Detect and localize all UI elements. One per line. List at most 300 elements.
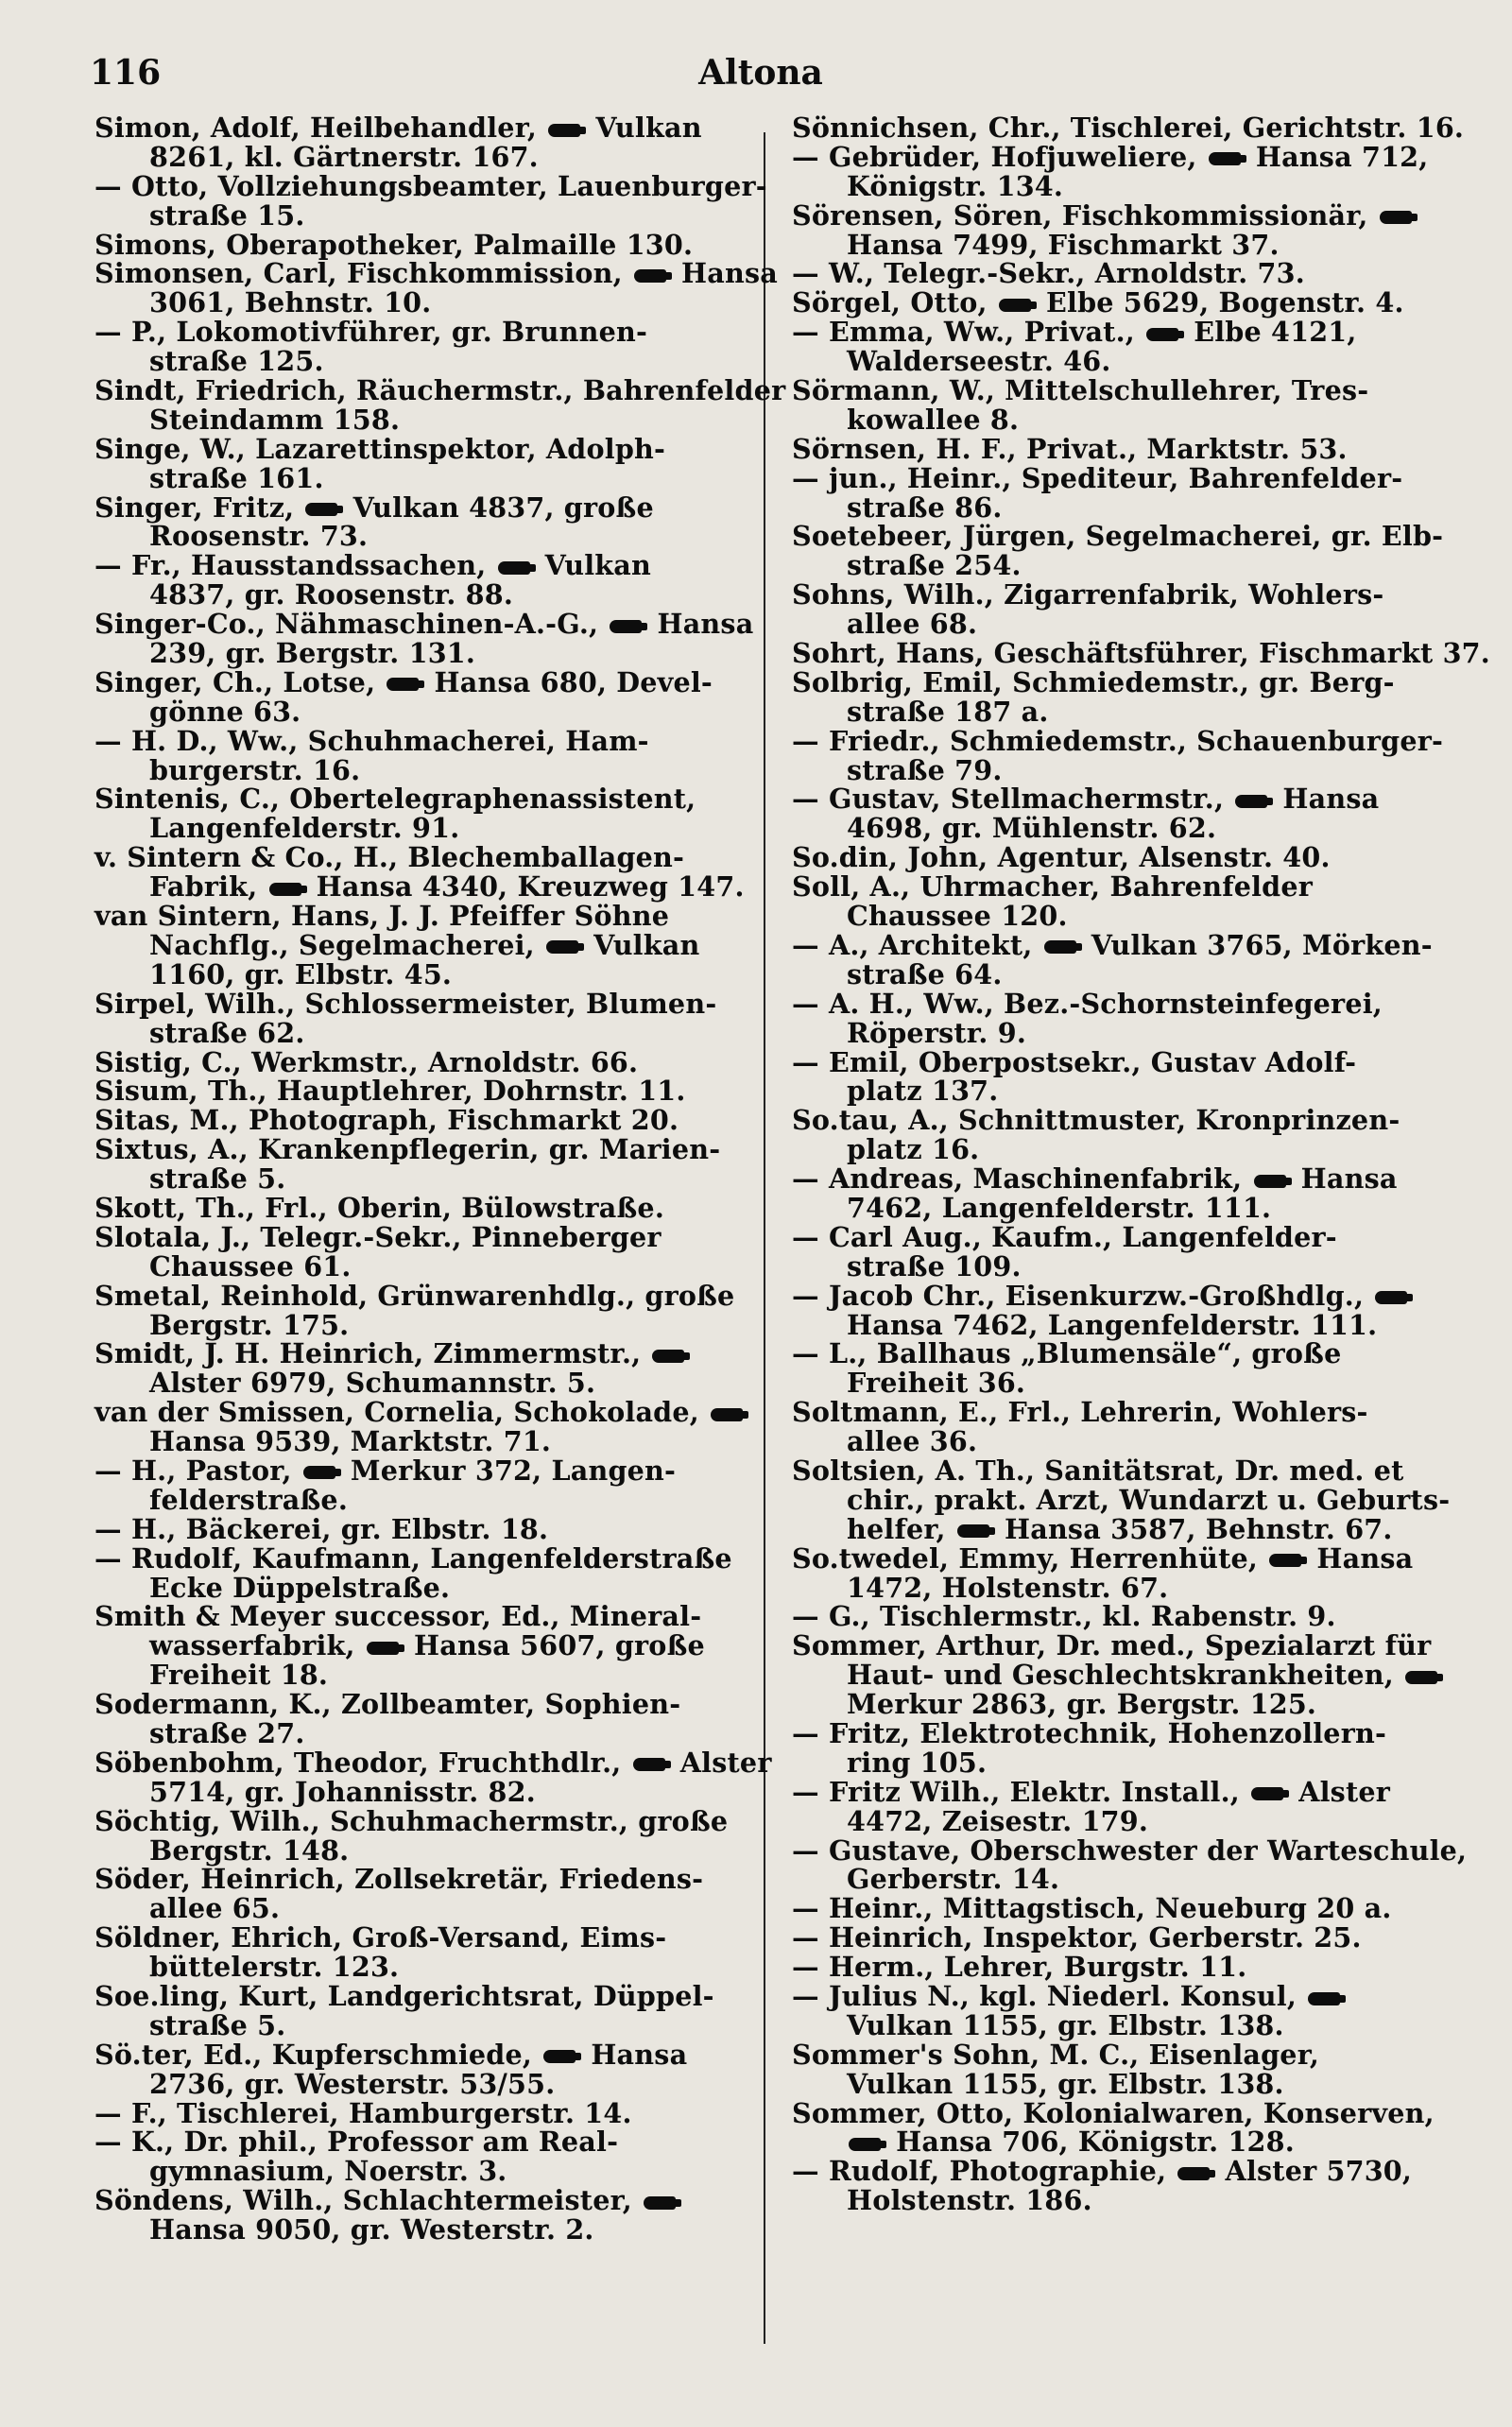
entry-text: Sistig, C., Werkmstr., Arnoldstr. 66. — [94, 1045, 639, 1078]
directory-entry-line — [792, 697, 1449, 727]
directory-entry-line — [94, 347, 747, 376]
entry-text: Sommer, Arthur, Dr. med., Spezialarzt für — [792, 1629, 1432, 1662]
entry-text: — Rudolf, Kaufmann, Langenfelderstraße — [94, 1541, 732, 1575]
entry-text: van der Smissen, Cornelia, Schokolade, — [94, 1396, 710, 1429]
directory-entry-line — [792, 957, 1449, 990]
entry-text: — Gustave, Oberschwester der Warteschule, — [792, 1833, 1468, 1867]
entry-text: allee 36. — [847, 1425, 978, 1458]
entry-text: wasserfabrik, — [149, 1629, 365, 1662]
entry-text: straße 86. — [847, 491, 1003, 524]
directory-entry-line — [94, 140, 747, 173]
directory-entry-line — [792, 347, 1449, 376]
entry-text: Soltmann, E., Frl., Lehrerin, Wohlers- — [792, 1396, 1368, 1429]
directory-entry-line — [792, 1279, 1449, 1312]
directory-entry-line — [94, 1427, 747, 1456]
entry-text: Bergstr. 175. — [149, 1308, 350, 1341]
telephone-icon — [644, 2196, 676, 2210]
directory-entry-line — [94, 2067, 747, 2100]
entry-text: 5714, gr. Johannisstr. 82. — [149, 1775, 536, 1808]
directory-entry-line — [792, 1427, 1449, 1456]
entry-text: straße 5. — [149, 2008, 286, 2041]
entry-text: straße 64. — [847, 957, 1003, 990]
entry-text: Hansa — [647, 608, 754, 641]
entry-text: Hansa 9539, Marktstr. 71. — [149, 1425, 552, 1458]
directory-entry-line — [94, 2215, 747, 2245]
entry-text: Hansa 7499, Fischmarkt 37. — [847, 228, 1280, 261]
directory-entry-line — [792, 1804, 1449, 1837]
directory-entry-line — [792, 1541, 1449, 1575]
entry-text: Sohrt, Hans, Geschäftsführer, Fischmarkt 37. — [792, 637, 1490, 670]
telephone-icon — [1146, 328, 1178, 341]
directory-entry-line — [792, 1339, 1449, 1368]
directory-entry-line — [94, 2157, 747, 2186]
entry-text: Merkur 2863, gr. Bergstr. 125. — [847, 1688, 1317, 1721]
directory-entry-line — [792, 2096, 1449, 2129]
entry-text: chir., prakt. Arzt, Wundarzt u. Geburts- — [847, 1483, 1451, 1516]
entry-text: Sohns, Wilh., Zigarrenfabrik, Wohlers- — [792, 578, 1384, 611]
directory-entry-line — [792, 902, 1449, 931]
telephone-icon — [269, 883, 301, 896]
directory-entry-line — [94, 2127, 747, 2157]
directory-entry-line — [792, 1016, 1449, 1049]
entry-text: Alster — [1289, 1775, 1391, 1808]
entry-text: Hansa 9050, gr. Westerstr. 2. — [149, 2213, 594, 2246]
entry-text: — H. D., Ww., Schuhmacherei, Ham- — [94, 724, 649, 757]
entry-text: Hansa — [671, 257, 779, 290]
directory-entry-line — [94, 1804, 747, 1837]
entry-text: Singe, W., Lazarettinspektor, Adolph- — [94, 432, 666, 465]
entry-text: Roosenstr. 73. — [149, 520, 369, 553]
directory-entry-line — [792, 2067, 1449, 2100]
telephone-icon — [367, 1642, 399, 1655]
directory-entry-line — [792, 1982, 1449, 2011]
directory-entry-line — [94, 228, 747, 261]
entry-text: 4837, gr. Roosenstr. 88. — [149, 578, 514, 611]
telephone-icon — [498, 561, 530, 575]
entry-text: — Fritz, Elektrotechnik, Hohenzollern- — [792, 1716, 1387, 1749]
entry-text: — Fr., Hausstandssachen, — [94, 549, 496, 582]
entry-text: — K., Dr. phil., Professor am Real- — [94, 2126, 619, 2159]
entry-text: Röperstr. 9. — [847, 1016, 1026, 1049]
entry-text: Sörgel, Otto, — [792, 286, 997, 319]
telephone-icon — [633, 1758, 665, 1771]
entry-text: Söndens, Wilh., Schlachtermeister, — [94, 2184, 643, 2217]
directory-entry-line — [94, 1746, 772, 1779]
directory-entry-line — [94, 1541, 747, 1575]
telephone-icon — [1251, 1787, 1283, 1800]
directory-entry-line — [792, 1661, 1449, 1690]
directory-entry-line — [792, 1106, 1449, 1135]
entry-text: 4698, gr. Mühlenstr. 62. — [847, 812, 1217, 845]
directory-entry-line — [792, 1076, 1449, 1106]
directory-entry-line — [94, 784, 747, 814]
entry-text: Walderseestr. 46. — [847, 345, 1111, 378]
directory-entry-line — [94, 928, 747, 961]
directory-entry-line — [94, 493, 747, 523]
directory-entry-line — [94, 753, 747, 786]
directory-entry-line — [94, 1571, 747, 1604]
entry-text: Merkur 372, Langen- — [340, 1454, 677, 1487]
entry-text: 1160, gr. Elbstr. 45. — [149, 957, 453, 990]
directory-entry-line — [94, 843, 747, 872]
entry-text: — A., Architekt, — [792, 928, 1042, 961]
entry-text: allee 68. — [847, 608, 978, 641]
directory-entry-line — [94, 522, 747, 551]
directory-entry-line — [792, 784, 1449, 814]
entry-text: So.twedel, Emmy, Herrenhüte, — [792, 1541, 1268, 1575]
entry-text: helfer, — [847, 1512, 955, 1545]
directory-entry-line — [792, 2127, 1449, 2157]
entry-text: Simon, Adolf, Heilbehandler, — [94, 112, 547, 144]
entry-text: Skott, Th., Frl., Oberin, Bülowstraße. — [94, 1191, 664, 1224]
entry-text: Hansa — [1307, 1541, 1414, 1575]
entry-text: Hansa 706, Königstr. 128. — [886, 2126, 1295, 2159]
directory-entry-line — [792, 610, 1449, 639]
directory-entry-line — [94, 814, 747, 843]
entry-text: Söchtig, Wilh., Schuhmachermstr., große — [94, 1804, 729, 1837]
entry-text: Freiheit 36. — [847, 1367, 1026, 1400]
directory-entry-line — [792, 1775, 1449, 1808]
entry-text: — jun., Heinr., Spediteur, Bahrenfelder- — [792, 461, 1403, 494]
entry-text: Sirpel, Wilh., Schlossermeister, Blumen- — [94, 987, 717, 1020]
directory-entry-line — [94, 288, 747, 318]
directory-entry-line — [792, 1571, 1449, 1604]
entry-text: straße 254. — [847, 549, 1022, 582]
directory-entry-line — [792, 1690, 1449, 1719]
entry-text: Hansa — [581, 2038, 688, 2071]
telephone-icon — [548, 124, 580, 137]
telephone-icon — [303, 1466, 335, 1479]
entry-text: Elbe 4121, — [1184, 316, 1357, 349]
entry-text: Singer-Co., Nähmaschinen-A.-G., — [94, 608, 609, 641]
directory-entry-line — [792, 1865, 1449, 1894]
directory-entry-line — [792, 376, 1449, 405]
directory-entry-line — [94, 608, 754, 641]
entry-text: — G., Tischlermstr., kl. Rabenstr. 9. — [792, 1600, 1336, 1633]
directory-entry-line — [792, 2186, 1449, 2215]
entry-text: — Jacob Chr., Eisenkurzw.-Großhdlg., — [792, 1279, 1374, 1312]
directory-entry-line — [94, 1661, 747, 1690]
directory-entry-line — [94, 1016, 747, 1049]
entry-text: Simonsen, Carl, Fischkommission, — [94, 257, 632, 290]
entry-text: — Gustav, Stellmachermstr., — [792, 783, 1234, 816]
telephone-icon — [1308, 1992, 1340, 2005]
entry-text: — Herm., Lehrer, Burgstr. 11. — [792, 1951, 1247, 1984]
directory-entry-line — [94, 1953, 747, 1982]
entry-text: platz 16. — [847, 1133, 980, 1166]
directory-entry-line — [792, 112, 1465, 144]
directory-entry-line — [94, 1308, 747, 1341]
directory-entry-line — [94, 1279, 747, 1312]
directory-entry-line — [792, 753, 1449, 786]
directory-entry-line — [94, 1368, 747, 1398]
entry-text: — Emil, Oberpostsekr., Gustav Adolf- — [792, 1045, 1357, 1078]
directory-entry-line — [94, 551, 747, 580]
entry-text: Steindamm 158. — [149, 403, 401, 436]
entry-text: Nachflg., Segelmacherei, — [149, 928, 544, 961]
entry-text: Haut- und Geschlechtskrankheiten, — [847, 1659, 1404, 1692]
directory-entry-line — [792, 1220, 1449, 1253]
entry-text: Vulkan — [583, 928, 700, 961]
entry-text: Hansa — [1291, 1162, 1398, 1196]
directory-entry-line — [94, 957, 747, 990]
directory-entry-line — [94, 1135, 747, 1164]
entry-text: Sörnsen, H. F., Privat., Marktstr. 53. — [792, 432, 1348, 465]
directory-entry-line — [792, 432, 1449, 465]
directory-entry-line — [94, 1775, 747, 1808]
telephone-icon — [711, 1408, 743, 1421]
entry-text: — A. H., Ww., Bez.-Schornsteinfegerei, — [792, 987, 1383, 1020]
directory-entry-line — [792, 1602, 1449, 1631]
entry-text: So.din, John, Agentur, Alsenstr. 40. — [792, 841, 1331, 874]
directory-entry-line — [94, 198, 747, 232]
entry-text: — Julius N., kgl. Niederl. Konsul, — [792, 1980, 1307, 2012]
directory-entry-line — [94, 432, 747, 465]
directory-entry-line — [792, 1953, 1449, 1982]
entry-text: straße 125. — [149, 345, 324, 378]
entry-text: kowallee 8. — [847, 403, 1020, 436]
entry-text: straße 161. — [149, 461, 324, 494]
directory-entry-line — [94, 2040, 747, 2070]
telephone-icon — [1380, 211, 1412, 224]
entry-text: Sintenis, C., Obertelegraphenassistent, — [94, 783, 696, 816]
directory-entry-line — [94, 257, 779, 290]
directory-entry-line — [792, 724, 1449, 757]
directory-entry-line — [792, 1456, 1449, 1486]
directory-entry-line — [94, 872, 747, 902]
entry-text: — W., Telegr.-Sekr., Arnoldstr. 73. — [792, 257, 1305, 290]
entry-text: Soetebeer, Jürgen, Segelmacherei, gr. Elb- — [792, 520, 1444, 553]
telephone-icon — [610, 620, 642, 633]
entry-text: Soe.ling, Kurt, Landgerichtsrat, Düppel- — [94, 1980, 714, 2012]
entry-text: Soltsien, A. Th., Sanitätsrat, Dr. med. et — [792, 1454, 1404, 1487]
entry-text: Sixtus, A., Krankenpflegerin, gr. Marien- — [94, 1133, 721, 1166]
page-title: Altona — [698, 53, 823, 93]
entry-text: Hansa 680, Devel- — [424, 665, 713, 698]
directory-entry-line — [792, 665, 1449, 698]
directory-entry-line — [792, 522, 1449, 551]
entry-text: allee 65. — [149, 1892, 281, 1925]
directory-entry-line — [792, 259, 1449, 288]
telephone-icon — [652, 1350, 684, 1363]
entry-text: 2736, gr. Westerstr. 53/55. — [149, 2067, 556, 2100]
directory-entry-line — [94, 461, 747, 494]
entry-text: 3061, Behnstr. 10. — [149, 286, 432, 319]
directory-entry-line — [792, 405, 1449, 435]
entry-text: straße 62. — [149, 1016, 305, 1049]
directory-entry-line — [94, 639, 747, 668]
directory-entry-line — [792, 1045, 1449, 1078]
entry-text: 239, gr. Bergstr. 131. — [149, 637, 476, 670]
directory-entry-line — [792, 1308, 1449, 1341]
directory-entry-line — [94, 987, 747, 1020]
entry-text: Sönnichsen, Chr., Tischlerei, Gerichtstr. 16. — [792, 112, 1465, 144]
entry-text: ring 105. — [847, 1746, 988, 1779]
entry-text: Alster 5730, — [1215, 2155, 1413, 2188]
entry-text: Sindt, Friedrich, Räuchermstr., Bahrenfelder — [94, 374, 786, 407]
entry-text: Chaussee 61. — [149, 1249, 352, 1282]
entry-text: Freiheit 18. — [149, 1659, 329, 1692]
directory-entry-line — [94, 697, 747, 727]
directory-entry-line — [94, 1045, 747, 1078]
entry-text: 4472, Zeisestr. 179. — [847, 1804, 1149, 1837]
entry-text: Simons, Oberapotheker, Palmaille 130. — [94, 228, 694, 261]
directory-entry-line — [792, 1249, 1449, 1282]
directory-entry-line — [94, 665, 747, 698]
telephone-icon — [1044, 940, 1076, 954]
directory-entry-line — [94, 2008, 747, 2041]
telephone-icon — [849, 2138, 881, 2151]
entry-text: Vulkan 1155, gr. Elbstr. 138. — [847, 2067, 1284, 2100]
directory-entry-line — [94, 2096, 747, 2129]
directory-entry-line — [94, 902, 747, 931]
directory-entry-line — [792, 1894, 1449, 1923]
entry-text: — H., Bäckerei, gr. Elbstr. 18. — [94, 1512, 549, 1545]
entry-text: Hansa 712, — [1246, 140, 1429, 173]
directory-entry-line — [792, 580, 1449, 610]
entry-text: Gerberstr. 14. — [847, 1863, 1060, 1896]
entry-text: straße 27. — [149, 1716, 305, 1749]
entry-text: platz 137. — [847, 1075, 999, 1108]
telephone-icon — [1235, 795, 1267, 808]
entry-text: Sommer's Sohn, M. C., Eisenlager, — [792, 2038, 1320, 2071]
directory-entry-line — [94, 1164, 747, 1194]
directory-entry-line — [94, 1456, 747, 1486]
directory-entry-line — [792, 1368, 1449, 1398]
telephone-icon — [999, 299, 1031, 312]
directory-entry-line — [94, 580, 747, 610]
directory-entry-line — [94, 724, 747, 757]
directory-entry-line — [94, 1833, 747, 1867]
directory-entry-line — [94, 1483, 747, 1516]
directory-entry-line — [94, 1191, 747, 1224]
entry-text: Sörmann, W., Mittelschullehrer, Tres- — [792, 374, 1369, 407]
directory-entry-line — [792, 1833, 1468, 1867]
page-header — [90, 45, 1432, 102]
entry-text: Söbenbohm, Theodor, Fruchthdlr., — [94, 1746, 631, 1779]
entry-text: Ecke Düppelstraße. — [149, 1571, 451, 1604]
entry-text: straße 15. — [149, 198, 305, 232]
entry-text: — Otto, Vollziehungsbeamter, Lauenburger- — [94, 169, 767, 202]
entry-text: Vulkan 3765, Mörken- — [1081, 928, 1433, 961]
telephone-icon — [543, 2050, 576, 2063]
directory-entry-line — [792, 1748, 1449, 1778]
entry-text: Singer, Ch., Lotse, — [94, 665, 386, 698]
directory-entry-line — [94, 1398, 747, 1427]
directory-entry-line — [792, 928, 1449, 961]
entry-text: Hansa 3587, Behnstr. 67. — [994, 1512, 1393, 1545]
entry-text: Smith & Meyer successor, Ed., Mineral- — [94, 1600, 702, 1633]
directory-entry-line — [792, 1716, 1449, 1749]
entry-text: straße 79. — [847, 753, 1003, 786]
entry-text: Sommer, Otto, Kolonialwaren, Konserven, — [792, 2096, 1435, 2129]
entry-text: — Rudolf, Photographie, — [792, 2155, 1177, 2188]
telephone-icon — [387, 678, 419, 691]
entry-text: straße 5. — [149, 1162, 286, 1196]
directory-entry-line — [792, 843, 1449, 872]
entry-text: straße 187 a. — [847, 695, 1049, 728]
directory-entry-line — [792, 814, 1449, 843]
telephone-icon — [546, 940, 578, 954]
entry-text: Vulkan 4837, große — [343, 491, 654, 524]
directory-entry-line — [94, 1982, 747, 2011]
directory-entry-line — [792, 461, 1449, 494]
entry-text: — Fritz Wilh., Elektr. Install., — [792, 1775, 1250, 1808]
directory-entry-line — [94, 1106, 747, 1135]
directory-entry-line — [94, 169, 767, 202]
entry-text: — L., Ballhaus „Blumensäle“, große — [792, 1337, 1342, 1370]
directory-entry-line — [792, 1923, 1449, 1953]
entry-text: v. Sintern & Co., H., Blechemballagen- — [94, 841, 685, 874]
directory-entry-line — [792, 1164, 1449, 1194]
directory-entry-line — [792, 140, 1449, 173]
entry-text: — Andreas, Maschinenfabrik, — [792, 1162, 1252, 1196]
telephone-icon — [1254, 1175, 1286, 1188]
directory-entry-line — [792, 169, 1449, 202]
telephone-icon — [1405, 1671, 1437, 1684]
entry-text: Sörensen, Sören, Fischkommissionär, — [792, 198, 1378, 232]
directory-entry-line — [792, 288, 1449, 318]
directory-entry-line — [94, 2186, 747, 2215]
entry-text: burgerstr. 16. — [149, 753, 361, 786]
directory-entry-line — [94, 1512, 747, 1545]
directory-entry-line — [792, 2040, 1449, 2070]
entry-text: 1472, Holstenstr. 67. — [847, 1571, 1169, 1604]
directory-entry-line — [94, 113, 747, 143]
entry-text: Solbrig, Emil, Schmiedemstr., gr. Berg- — [792, 665, 1395, 698]
entry-text: Fabrik, — [149, 870, 267, 904]
entry-text: Hansa 7462, Langenfelderstr. 111. — [847, 1308, 1378, 1341]
entry-text: — Gebrüder, Hofjuweliere, — [792, 140, 1207, 173]
left-column — [94, 112, 786, 2246]
entry-text: — Carl Aug., Kaufm., Langenfelder- — [792, 1220, 1337, 1253]
telephone-icon — [1209, 152, 1241, 165]
entry-text: straße 109. — [847, 1249, 1022, 1282]
entry-text: Sodermann, K., Zollbeamter, Sophien- — [94, 1688, 681, 1721]
entry-text: Söder, Heinrich, Zollsekretär, Friedens- — [94, 1863, 704, 1896]
entry-text: — Emma, Ww., Privat., — [792, 316, 1145, 349]
telephone-icon — [1269, 1554, 1301, 1567]
entry-text: — Friedr., Schmiedemstr., Schauenburger- — [792, 724, 1444, 757]
entry-text: — H., Pastor, — [94, 1454, 301, 1487]
entry-text: Söldner, Ehrich, Groß-Versand, Eims- — [94, 1921, 667, 1954]
directory-entry-line — [94, 1602, 747, 1631]
telephone-icon — [1375, 1291, 1407, 1304]
entry-text: Holstenstr. 186. — [847, 2184, 1092, 2217]
directory-entry-line — [792, 551, 1449, 580]
directory-entry-line — [792, 872, 1449, 902]
entry-text: Hansa 4340, Kreuzweg 147. — [306, 870, 745, 904]
directory-entry-line — [792, 2008, 1449, 2041]
entry-text: Alster 6979, Schumannstr. 5. — [149, 1367, 596, 1400]
entry-text: Vulkan 1155, gr. Elbstr. 138. — [847, 2008, 1284, 2041]
directory-entry-line — [94, 1716, 747, 1749]
entry-text: Singer, Fritz, — [94, 491, 304, 524]
entry-text: — F., Tischlerei, Hamburgerstr. 14. — [94, 2096, 632, 2129]
entry-text: van Sintern, Hans, J. J. Pfeiffer Söhne — [94, 900, 670, 933]
directory-entry-line — [792, 318, 1449, 347]
directory-entry-line — [792, 637, 1490, 670]
telephone-icon — [634, 269, 666, 283]
entry-text: Hansa 5607, große — [404, 1629, 705, 1662]
directory-entry-line — [792, 1135, 1449, 1164]
entry-text: gymnasium, Noerstr. 3. — [149, 2155, 507, 2188]
entry-text: Chaussee 120. — [847, 900, 1068, 933]
directory-entry-line — [94, 1076, 747, 1106]
entry-text: Smetal, Reinhold, Grünwarenhdlg., große — [94, 1279, 735, 1312]
entry-text: — P., Lokomotivführer, gr. Brunnen- — [94, 316, 648, 349]
directory-entry-line — [94, 318, 747, 347]
